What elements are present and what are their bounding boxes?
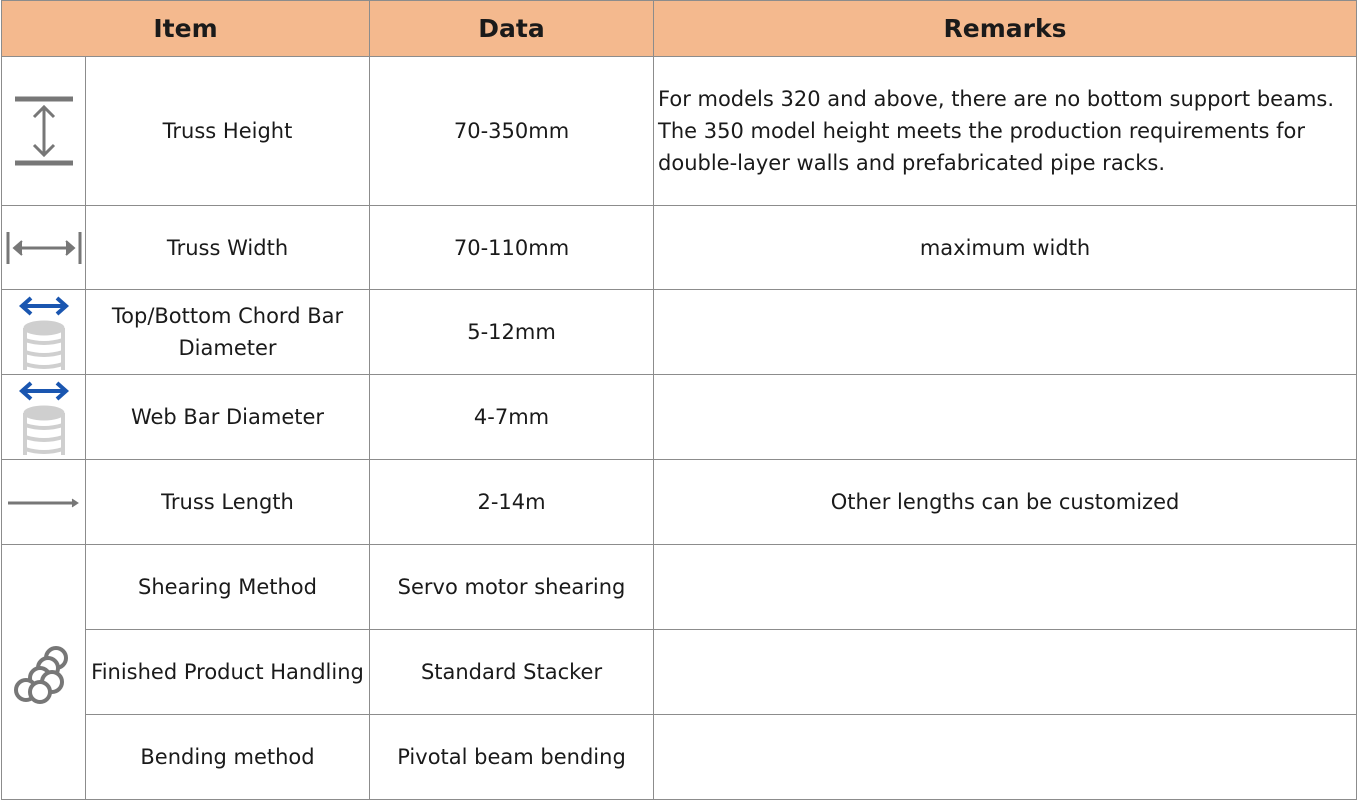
remarks-cell xyxy=(654,290,1357,375)
height-icon xyxy=(12,95,76,167)
data-cell: Servo motor shearing xyxy=(370,545,654,630)
width-icon xyxy=(4,228,84,268)
remarks-cell: maximum width xyxy=(654,206,1357,290)
item-cell: Finished Product Handling xyxy=(86,630,370,715)
item-cell: Top/Bottom Chord Bar Diameter xyxy=(86,290,370,375)
header-remarks: Remarks xyxy=(654,1,1357,57)
spec-table xyxy=(1,0,1357,800)
data-cell: 70-110mm xyxy=(370,206,654,290)
data-cell: 5-12mm xyxy=(370,290,654,375)
rebar-bundle-icon xyxy=(12,640,76,704)
web-bar-diameter-icon xyxy=(17,377,71,457)
icon-cell xyxy=(2,545,86,800)
item-cell: Truss Length xyxy=(86,460,370,545)
item-cell: Web Bar Diameter xyxy=(86,375,370,460)
header-row xyxy=(2,1,1357,57)
icon-cell xyxy=(2,460,86,545)
icon-cell xyxy=(2,57,86,206)
item-cell: Shearing Method xyxy=(86,545,370,630)
table-row xyxy=(2,290,1357,375)
data-cell: 2-14m xyxy=(370,460,654,545)
table-row xyxy=(2,630,1357,715)
remarks-cell xyxy=(654,375,1357,460)
data-cell: Standard Stacker xyxy=(370,630,654,715)
item-cell: Bending method xyxy=(86,715,370,800)
data-cell: 4-7mm xyxy=(370,375,654,460)
item-cell: Truss Height xyxy=(86,57,370,206)
icon-cell xyxy=(2,206,86,290)
header-data: Data xyxy=(370,1,654,57)
data-cell: Pivotal beam bending xyxy=(370,715,654,800)
table-row xyxy=(2,375,1357,460)
icon-cell xyxy=(2,375,86,460)
table-row xyxy=(2,57,1357,206)
remarks-cell: For models 320 and above, there are no bottom support beams. The 350 model height meets the production requirements for double-layer walls and prefabricated pipe racks. xyxy=(654,57,1357,206)
remarks-cell xyxy=(654,545,1357,630)
remarks-cell: Other lengths can be customized xyxy=(654,460,1357,545)
table-row xyxy=(2,715,1357,800)
length-icon xyxy=(6,497,82,509)
chord-diameter-icon xyxy=(17,292,71,372)
data-cell: 70-350mm xyxy=(370,57,654,206)
table-row xyxy=(2,206,1357,290)
table-row xyxy=(2,460,1357,545)
item-cell: Truss Width xyxy=(86,206,370,290)
header-item: Item xyxy=(2,1,370,57)
table-row xyxy=(2,545,1357,630)
icon-cell xyxy=(2,290,86,375)
remarks-cell xyxy=(654,715,1357,800)
remarks-cell xyxy=(654,630,1357,715)
